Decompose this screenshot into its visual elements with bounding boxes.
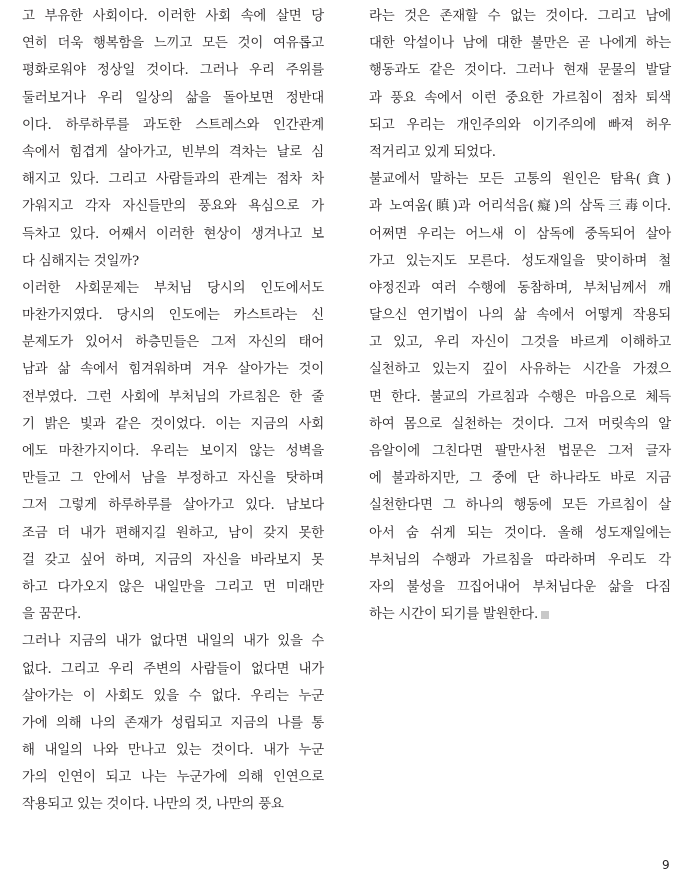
text-line-content: 하고 다가오지 않은 내일만을 그리고 먼 미래만 xyxy=(22,579,324,595)
text-line xyxy=(369,166,671,193)
text-line-content: 가의 인연이 되고 나는 누군가에 의해 인연으로 xyxy=(22,770,324,786)
text-line-content: 실천한다면 그 하나의 행동에 모든 가르침이 살 xyxy=(369,498,671,514)
text-line-content: 다 심해지는 것일까? xyxy=(22,253,139,269)
text-line xyxy=(369,3,671,30)
text-line-content: 그러나 지금의 내가 없다면 내일의 내가 있을 수 xyxy=(22,634,324,650)
text-line-content: 만들고 그 안에서 남을 부정하고 자신을 탓하며 xyxy=(22,471,324,487)
page-number: 9 xyxy=(662,858,670,872)
text-line-content: 과 풍요 속에서 이런 중요한 가르침이 점차 퇴색 xyxy=(369,90,671,106)
text-line xyxy=(369,248,671,275)
text-line-content: 걸 갖고 싶어 하며, 지금의 자신을 바라보지 못 xyxy=(22,552,324,568)
text-line xyxy=(369,601,671,628)
text-line-content: 에도 마찬가지이다. 우리는 보이지 않는 성벽을 xyxy=(22,444,324,459)
text-line-content: 고 있고, 우리 자신이 그것을 바르게 이해하고 xyxy=(369,335,671,351)
text-line xyxy=(22,302,324,329)
text-line-content: 그저 그렇게 하루하루를 살아가고 있다. 남보다 xyxy=(22,498,324,514)
text-line xyxy=(369,356,671,383)
text-line-content: 되고 우리는 개인주의와 이기주의에 빠져 허우 xyxy=(369,117,671,133)
text-line-content: 실천하고 있는지 깊이 사유하는 시간을 가졌으 xyxy=(369,362,671,378)
text-line-content: 해 내일의 나와 만나고 있는 것이다. 내가 누군 xyxy=(22,743,324,759)
text-line-content: 해지고 있다. 그리고 사람들과의 관계는 점차 차 xyxy=(22,172,324,188)
text-line xyxy=(369,275,671,302)
text-line xyxy=(22,329,324,356)
text-line-content: 득차고 있다. 어째서 이러한 현상이 생겨나고 보 xyxy=(22,226,324,242)
text-line xyxy=(22,3,324,30)
text-line-content: 부처님의 수행과 가르침을 따라하며 우리도 각 xyxy=(369,552,671,568)
text-line xyxy=(369,411,671,438)
text-line-content: 아서 숨 쉬게 되는 것이다. 올해 성도재일에는 xyxy=(369,525,671,541)
text-line xyxy=(22,547,324,574)
text-line xyxy=(22,683,324,710)
text-line-content: 기 밝은 빛과 같은 것이었다. 이는 지금의 사회 xyxy=(22,416,324,432)
text-line xyxy=(22,275,324,302)
text-line xyxy=(22,221,324,248)
text-line xyxy=(22,791,324,818)
text-line xyxy=(22,166,324,193)
text-line xyxy=(22,112,324,139)
text-line-content: 살아가는 이 사회도 있을 수 없다. 우리는 누군 xyxy=(22,688,324,704)
text-line xyxy=(22,139,324,166)
text-line xyxy=(22,384,324,411)
text-line-content: 야정진과 여러 수행에 동참하며, 부처님께서 깨 xyxy=(369,280,671,296)
text-line xyxy=(369,384,671,411)
text-line xyxy=(22,356,324,383)
text-line-content: 분제도가 있어서 하층민들은 그저 자신의 태어 xyxy=(22,335,324,351)
text-line-content: 없다. 그리고 우리 주변의 사람들이 없다면 내가 xyxy=(22,661,324,677)
text-line xyxy=(22,628,324,655)
text-line-content: 행동과도 같은 것이다. 그러나 현재 문물의 발달 xyxy=(369,63,671,79)
text-line xyxy=(22,710,324,737)
text-line-content: 어쩌면 우리는 어느새 이 삼독에 중독되어 살아 xyxy=(369,226,671,242)
text-line-content: 을 꿈꾼다. xyxy=(22,607,82,623)
text-line xyxy=(369,85,671,112)
text-line xyxy=(369,139,671,166)
text-line-content: 가에 의해 나의 존재가 성립되고 지금의 나를 통 xyxy=(22,715,324,731)
text-line-content: 대한 악설이나 남에 대한 불만은 곧 나에게 하는 xyxy=(369,36,671,52)
text-line xyxy=(22,248,324,275)
text-line-content: 음알이에 그친다면 팔만사천 법문은 그저 글자 xyxy=(369,444,671,459)
text-line xyxy=(22,85,324,112)
text-line-content: 평화로워야 정상일 것이다. 그러나 우리 주위를 xyxy=(22,63,324,79)
text-line xyxy=(369,193,671,220)
text-line-content: 자의 불성을 끄집어내어 부처님다운 삶을 다짐 xyxy=(369,579,671,595)
right-text-column xyxy=(369,0,671,628)
text-line-content: 면 한다. 불교의 가르침과 수행은 마음으로 체득 xyxy=(369,389,671,405)
text-line xyxy=(22,574,324,601)
text-line xyxy=(22,492,324,519)
text-line-content: 마찬가지였다. 당시의 인도에는 카스트라는 신 xyxy=(22,308,324,324)
text-line xyxy=(369,465,671,492)
text-line-content: 라는 것은 존재할 수 없는 것이다. 그리고 남에 xyxy=(369,9,671,24)
text-line xyxy=(369,438,671,465)
text-line xyxy=(369,221,671,248)
text-line-content: 고 부유한 사회이다. 이러한 사회 속에 살면 당 xyxy=(22,9,324,24)
text-line xyxy=(22,737,324,764)
text-line xyxy=(22,601,324,628)
text-line-content: 불교에서 말하는 모든 고통의 원인은 탐욕(貪) xyxy=(369,172,671,188)
text-line-content: 전부였다. 그런 사회에 부처님의 가르침은 한 줄 xyxy=(22,389,324,405)
text-line xyxy=(22,30,324,57)
text-line xyxy=(369,30,671,57)
text-line-content: 둘러보거나 우리 일상의 삶을 돌아보면 정반대 xyxy=(22,90,324,106)
text-line-content: 과 노여움(瞋)과 어리석음(癡)의 삼독三毒이다. xyxy=(369,199,671,215)
text-line xyxy=(369,492,671,519)
text-line xyxy=(22,465,324,492)
text-line-content: 이다. 하루하루를 과도한 스트레스와 인간관계 xyxy=(22,117,324,133)
text-line xyxy=(369,547,671,574)
text-line xyxy=(369,57,671,84)
text-line-content: 하여 몸으로 실천하는 것이다. 그저 머릿속의 알 xyxy=(369,416,671,432)
text-line-content: 속에서 힘겹게 살아가고, 빈부의 격차는 날로 심 xyxy=(22,144,324,160)
text-line xyxy=(369,112,671,139)
text-line xyxy=(22,520,324,547)
end-of-article-mark xyxy=(541,611,549,619)
text-line-content: 가고 있는지도 모른다. 성도재일을 맞이하며 철 xyxy=(369,253,671,269)
text-line xyxy=(369,329,671,356)
text-line xyxy=(369,574,671,601)
text-line-content: 조금 더 내가 편해지길 원하고, 남이 갖지 못한 xyxy=(22,525,324,541)
left-text-column xyxy=(22,0,324,819)
text-line-content: 작용되고 있는 것이다. 나만의 것, 나만의 풍요 xyxy=(22,797,284,813)
text-line-content: 남과 삶 속에서 힘겨워하며 겨우 살아가는 것이 xyxy=(22,362,324,378)
text-line xyxy=(22,764,324,791)
text-line-content: 에 불과하지만, 그 중에 단 하나라도 바로 지금 xyxy=(369,471,671,487)
text-line xyxy=(369,520,671,547)
text-line xyxy=(22,656,324,683)
text-line xyxy=(22,193,324,220)
text-line-content: 가워지고 각자 자신들만의 풍요와 욕심으로 가 xyxy=(22,199,324,215)
text-line-content: 하는 시간이 되기를 발원한다. xyxy=(369,607,539,623)
text-line-content: 이러한 사회문제는 부처님 당시의 인도에서도 xyxy=(22,280,324,296)
text-line xyxy=(369,302,671,329)
text-line xyxy=(22,438,324,465)
text-line xyxy=(22,411,324,438)
text-line-content: 달으신 연기법이 나의 삶 속에서 어떻게 작용되 xyxy=(369,308,671,324)
text-line xyxy=(22,57,324,84)
text-line-content: 연히 더욱 행복함을 느끼고 모든 것이 여유롭고 xyxy=(22,36,324,52)
text-line-content: 적거리고 있게 되었다. xyxy=(369,144,496,160)
